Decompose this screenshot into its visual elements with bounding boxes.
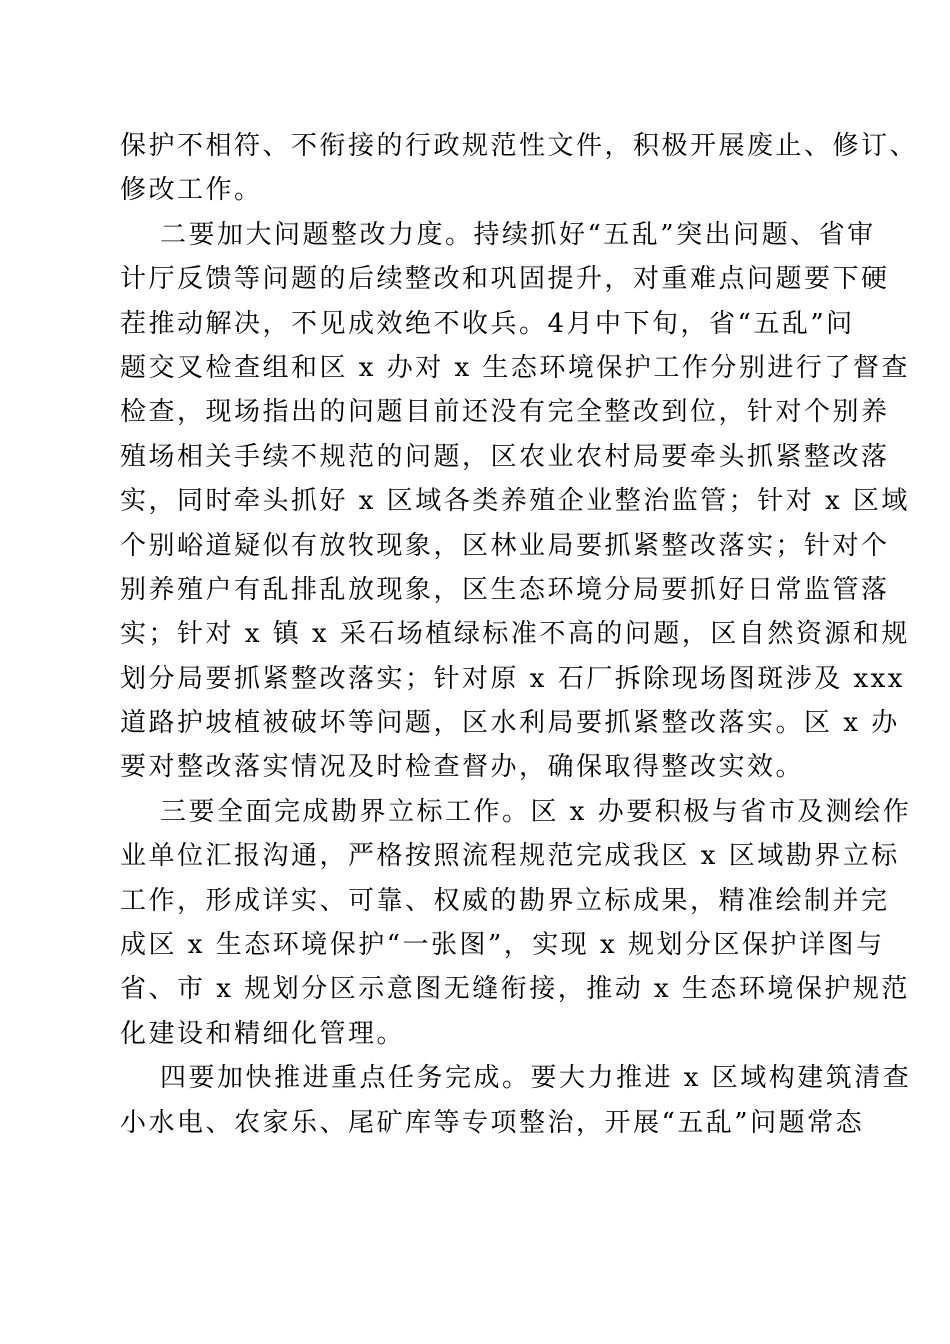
- text-line: 计厅反馈等问题的后续整改和巩固提升，对重难点问题要下硬: [120, 264, 890, 295]
- paragraph-first-line: 二要加大问题整改力度。持续抓好“五乱”突出问题、省审: [160, 219, 876, 250]
- text-line: 省、市 x 规划分区示意图无缝衔接，推动 x 生态环境保护规范: [120, 974, 910, 1005]
- paragraph-first-line: 三要全面完成勘界立标工作。区 x 办要积极与省市及测绘作: [160, 796, 912, 827]
- document-body: [120, 124, 919, 1145]
- text-line: 个别峪道疑似有放牧现象，区林业局要抓紧整改落实；针对个: [120, 530, 890, 561]
- text-line: 化建设和精细化管理。: [120, 1018, 406, 1049]
- text-line: 划分局要抓紧整改落实；针对原 x 石厂拆除现场图斑涉及 xxx: [120, 663, 905, 694]
- text-line: 道路护坡植被破坏等问题，区水利局要抓紧整改落实。区 x 办: [120, 708, 900, 739]
- text-line: 工作，形成详实、可靠、权威的勘界立标成果，精准绘制并完: [120, 885, 890, 916]
- text-line: 实，同时牵头抓好 x 区域各类养殖企业整治监管；针对 x 区域: [120, 486, 910, 517]
- text-line: 茬推动解决，不见成效绝不收兵。4月中下旬，省“五乱”问: [120, 308, 855, 339]
- text-line: 业单位汇报沟通，严格按照流程规范完成我区 x 区域勘界立标: [120, 841, 900, 872]
- text-line: 修改工作。: [120, 175, 263, 206]
- text-line: 题交叉检查组和区 x 办对 x 生态环境保护工作分别进行了督查: [120, 352, 910, 383]
- text-line: 要对整改落实情况及时检查督办，确保取得整改实效。: [120, 752, 805, 783]
- text-line: 殖场相关手续不规范的问题，区农业农村局要牵头抓紧整改落: [120, 441, 890, 472]
- text-line: 保护不相符、不衔接的行政规范性文件，积极开展废止、修订、: [120, 131, 919, 161]
- text-line: 别养殖户有乱排乱放现象，区生态环境分局要抓好日常监管落: [120, 574, 890, 605]
- paragraph-first-line: 四要加快推进重点任务完成。要大力推进 x 区域构建筑清查: [160, 1063, 912, 1094]
- text-line: 实；针对 x 镇 x 采石场植绿标准不高的问题，区自然资源和规: [120, 619, 910, 650]
- text-line: 小水电、农家乐、尾矿库等专项整治，开展“五乱”问题常态: [120, 1107, 865, 1138]
- text-line: 成区 x 生态环境保护“一张图”，实现 x 规划分区保护详图与: [120, 930, 885, 961]
- text-line: 检查，现场指出的问题目前还没有完全整改到位，针对个别养: [120, 397, 890, 428]
